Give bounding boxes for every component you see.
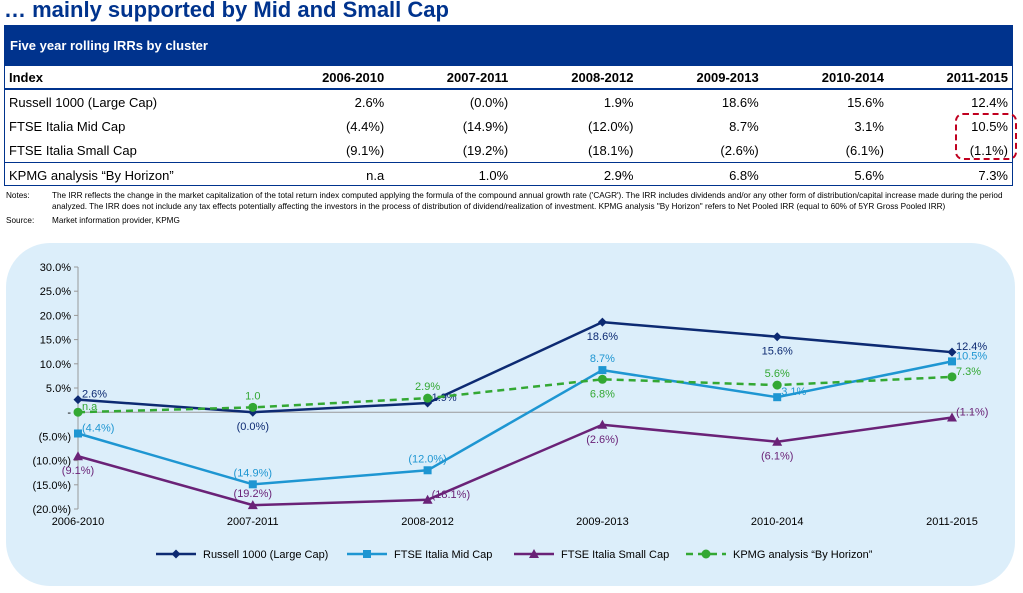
y-tick-label: 20.0% — [39, 310, 71, 323]
data-label: 7.3% — [956, 365, 982, 378]
data-label: (19.2%) — [233, 488, 273, 501]
legend-label: FTSE Italia Mid Cap — [394, 549, 493, 561]
data-label: (18.1%) — [431, 488, 471, 501]
data-label: (6.1%) — [760, 450, 794, 463]
table-cell: (1.1%) — [969, 142, 1008, 158]
table-cell: n.a — [263, 163, 388, 188]
series-line — [78, 377, 952, 412]
source-label: Source: — [6, 216, 35, 225]
data-point — [598, 375, 607, 384]
table-cell: 1.0% — [388, 163, 512, 188]
data-label: 12.4% — [956, 341, 988, 354]
table-cell: Russell 1000 (Large Cap) — [9, 94, 158, 110]
chart-panel — [6, 243, 1015, 586]
line-chart — [6, 243, 1015, 586]
legend-label: Russell 1000 (Large Cap) — [203, 549, 329, 561]
legend-label: FTSE Italia Small Cap — [561, 549, 670, 561]
table-cell: (4.4%) — [345, 118, 385, 134]
table-cell: 2.6% — [354, 94, 385, 110]
data-label: 1.0 — [245, 390, 261, 403]
data-point — [773, 332, 782, 341]
table-cell: 2.9% — [512, 163, 637, 188]
y-tick-label: 30.0% — [39, 262, 71, 274]
header-cell: Index — [5, 66, 263, 89]
table-cell: FTSE Italia Small Cap — [9, 142, 137, 158]
data-label: n.a — [82, 401, 98, 414]
data-label: (12.0%) — [408, 453, 447, 466]
data-point — [948, 357, 956, 365]
highlight-box — [955, 113, 1017, 160]
table-row — [5, 163, 1012, 188]
table-cell: 5.6% — [763, 163, 888, 188]
data-point — [773, 381, 782, 390]
table-row — [5, 89, 1012, 114]
table-cell: (9.1%) — [345, 142, 385, 158]
data-label: 3.1% — [781, 386, 807, 399]
header-cell: 2006-2010 — [263, 66, 388, 89]
data-point — [598, 366, 606, 374]
table-caption: Five year rolling IRRs by cluster — [5, 26, 1012, 66]
table-cell: 3.1% — [854, 118, 884, 134]
table-cell: (0.0%) — [469, 94, 509, 110]
header-cell: 2008-2012 — [512, 66, 637, 89]
x-tick-label: 2011-2015 — [926, 516, 978, 528]
data-label: 1.9% — [431, 392, 457, 405]
data-point — [73, 451, 83, 460]
legend-marker — [172, 550, 181, 559]
header-cell: 2007-2011 — [388, 66, 512, 89]
data-label: 2.9% — [415, 381, 441, 394]
data-label: 18.6% — [586, 331, 619, 344]
data-label: (9.1%) — [61, 465, 95, 478]
y-tick-label: 10.0% — [39, 358, 71, 371]
data-label: (14.9%) — [233, 467, 273, 480]
y-tick-label: (10.0%) — [32, 455, 71, 468]
table-cell: FTSE Italia Mid Cap — [9, 118, 126, 134]
data-point — [773, 393, 781, 401]
data-label: 5.6% — [764, 368, 790, 381]
y-tick-label: 5.0% — [45, 383, 71, 395]
data-label: 15.6% — [761, 345, 793, 358]
table-cell: 15.6% — [847, 94, 884, 110]
x-tick-label: 2006-2010 — [51, 516, 105, 528]
table-cell: 12.4% — [971, 94, 1008, 110]
data-label: 2.6% — [82, 388, 108, 401]
irr-table-panel — [4, 25, 1013, 186]
table-cell: (2.6%) — [720, 142, 759, 158]
table-row — [5, 138, 1012, 163]
x-tick-label: 2010-2014 — [750, 516, 804, 528]
data-point — [423, 394, 432, 403]
page-title: … mainly supported by Mid and Small Cap — [4, 0, 449, 22]
data-label: (4.4%) — [82, 422, 115, 435]
source-text: Market information provider, KPMG — [52, 216, 180, 225]
data-label: (2.6%) — [586, 433, 619, 446]
header-cell: 2009-2013 — [637, 66, 762, 89]
series-line — [78, 361, 952, 484]
table-cell: 1.9% — [603, 94, 634, 110]
series-line — [78, 322, 952, 412]
y-tick-label: (20.0%) — [32, 504, 71, 516]
notes-text: The IRR reflects the change in the market capitalization of the total return index computed applying the formula of the compound annual growth rate ('CAGR'). The IRR includes dividends and/or any other form of distribution/capital increase made during the period analyzed. The IRR does not include any tax effects potentially affecting the investors in the process of distribution of dividend/realization of investment. KPMG analysis "By Horizon" refers to Net Pooled IRR (equal to 60% of 5YR Gross Pooled IRR) — [52, 191, 1003, 211]
data-label: 6.8% — [589, 388, 615, 401]
table-cell: (12.0%) — [587, 118, 634, 134]
data-point — [424, 466, 432, 474]
irr-table — [5, 66, 1012, 187]
data-point — [249, 480, 257, 488]
legend-label: KPMG analysis “By Horizon” — [733, 549, 873, 561]
table-cell: 10.5% — [971, 118, 1008, 134]
table-cell: 18.6% — [721, 94, 759, 110]
table-cell: 6.8% — [637, 163, 762, 188]
data-point — [74, 429, 82, 437]
x-tick-label: 2009-2013 — [576, 516, 629, 528]
x-tick-label: 2008-2012 — [401, 516, 454, 528]
data-label: 10.5% — [956, 350, 988, 363]
table-row — [5, 114, 1012, 138]
x-tick-label: 2007-2011 — [226, 516, 279, 528]
notes-section — [6, 191, 1016, 227]
table-cell: (18.1%) — [587, 142, 634, 158]
data-label: 8.7% — [589, 353, 615, 366]
table-cell: (6.1%) — [845, 142, 884, 158]
header-cell: 2010-2014 — [763, 66, 888, 89]
table-cell: KPMG analysis “By Horizon” — [5, 163, 263, 188]
data-label: (1.1%) — [956, 406, 989, 419]
table-cell: (14.9%) — [462, 118, 509, 134]
legend-marker — [363, 550, 371, 558]
y-tick-label: 15.0% — [39, 334, 71, 347]
table-cell: 7.3% — [888, 163, 1012, 188]
y-tick-label: - — [67, 407, 71, 420]
table-cell: (19.2%) — [462, 142, 509, 158]
legend-marker — [702, 550, 711, 559]
table-cell: 8.7% — [729, 118, 759, 134]
y-tick-label: (15.0%) — [32, 479, 71, 492]
data-label: (0.0%) — [236, 421, 270, 434]
notes-label: Notes: — [6, 191, 30, 200]
y-tick-label: 25.0% — [39, 286, 71, 299]
data-point — [598, 318, 607, 327]
y-tick-label: (5.0%) — [38, 431, 71, 444]
header-cell: 2011-2015 — [888, 66, 1012, 89]
series-line — [78, 418, 952, 506]
data-point — [248, 403, 257, 412]
table-header-row — [5, 66, 1012, 89]
